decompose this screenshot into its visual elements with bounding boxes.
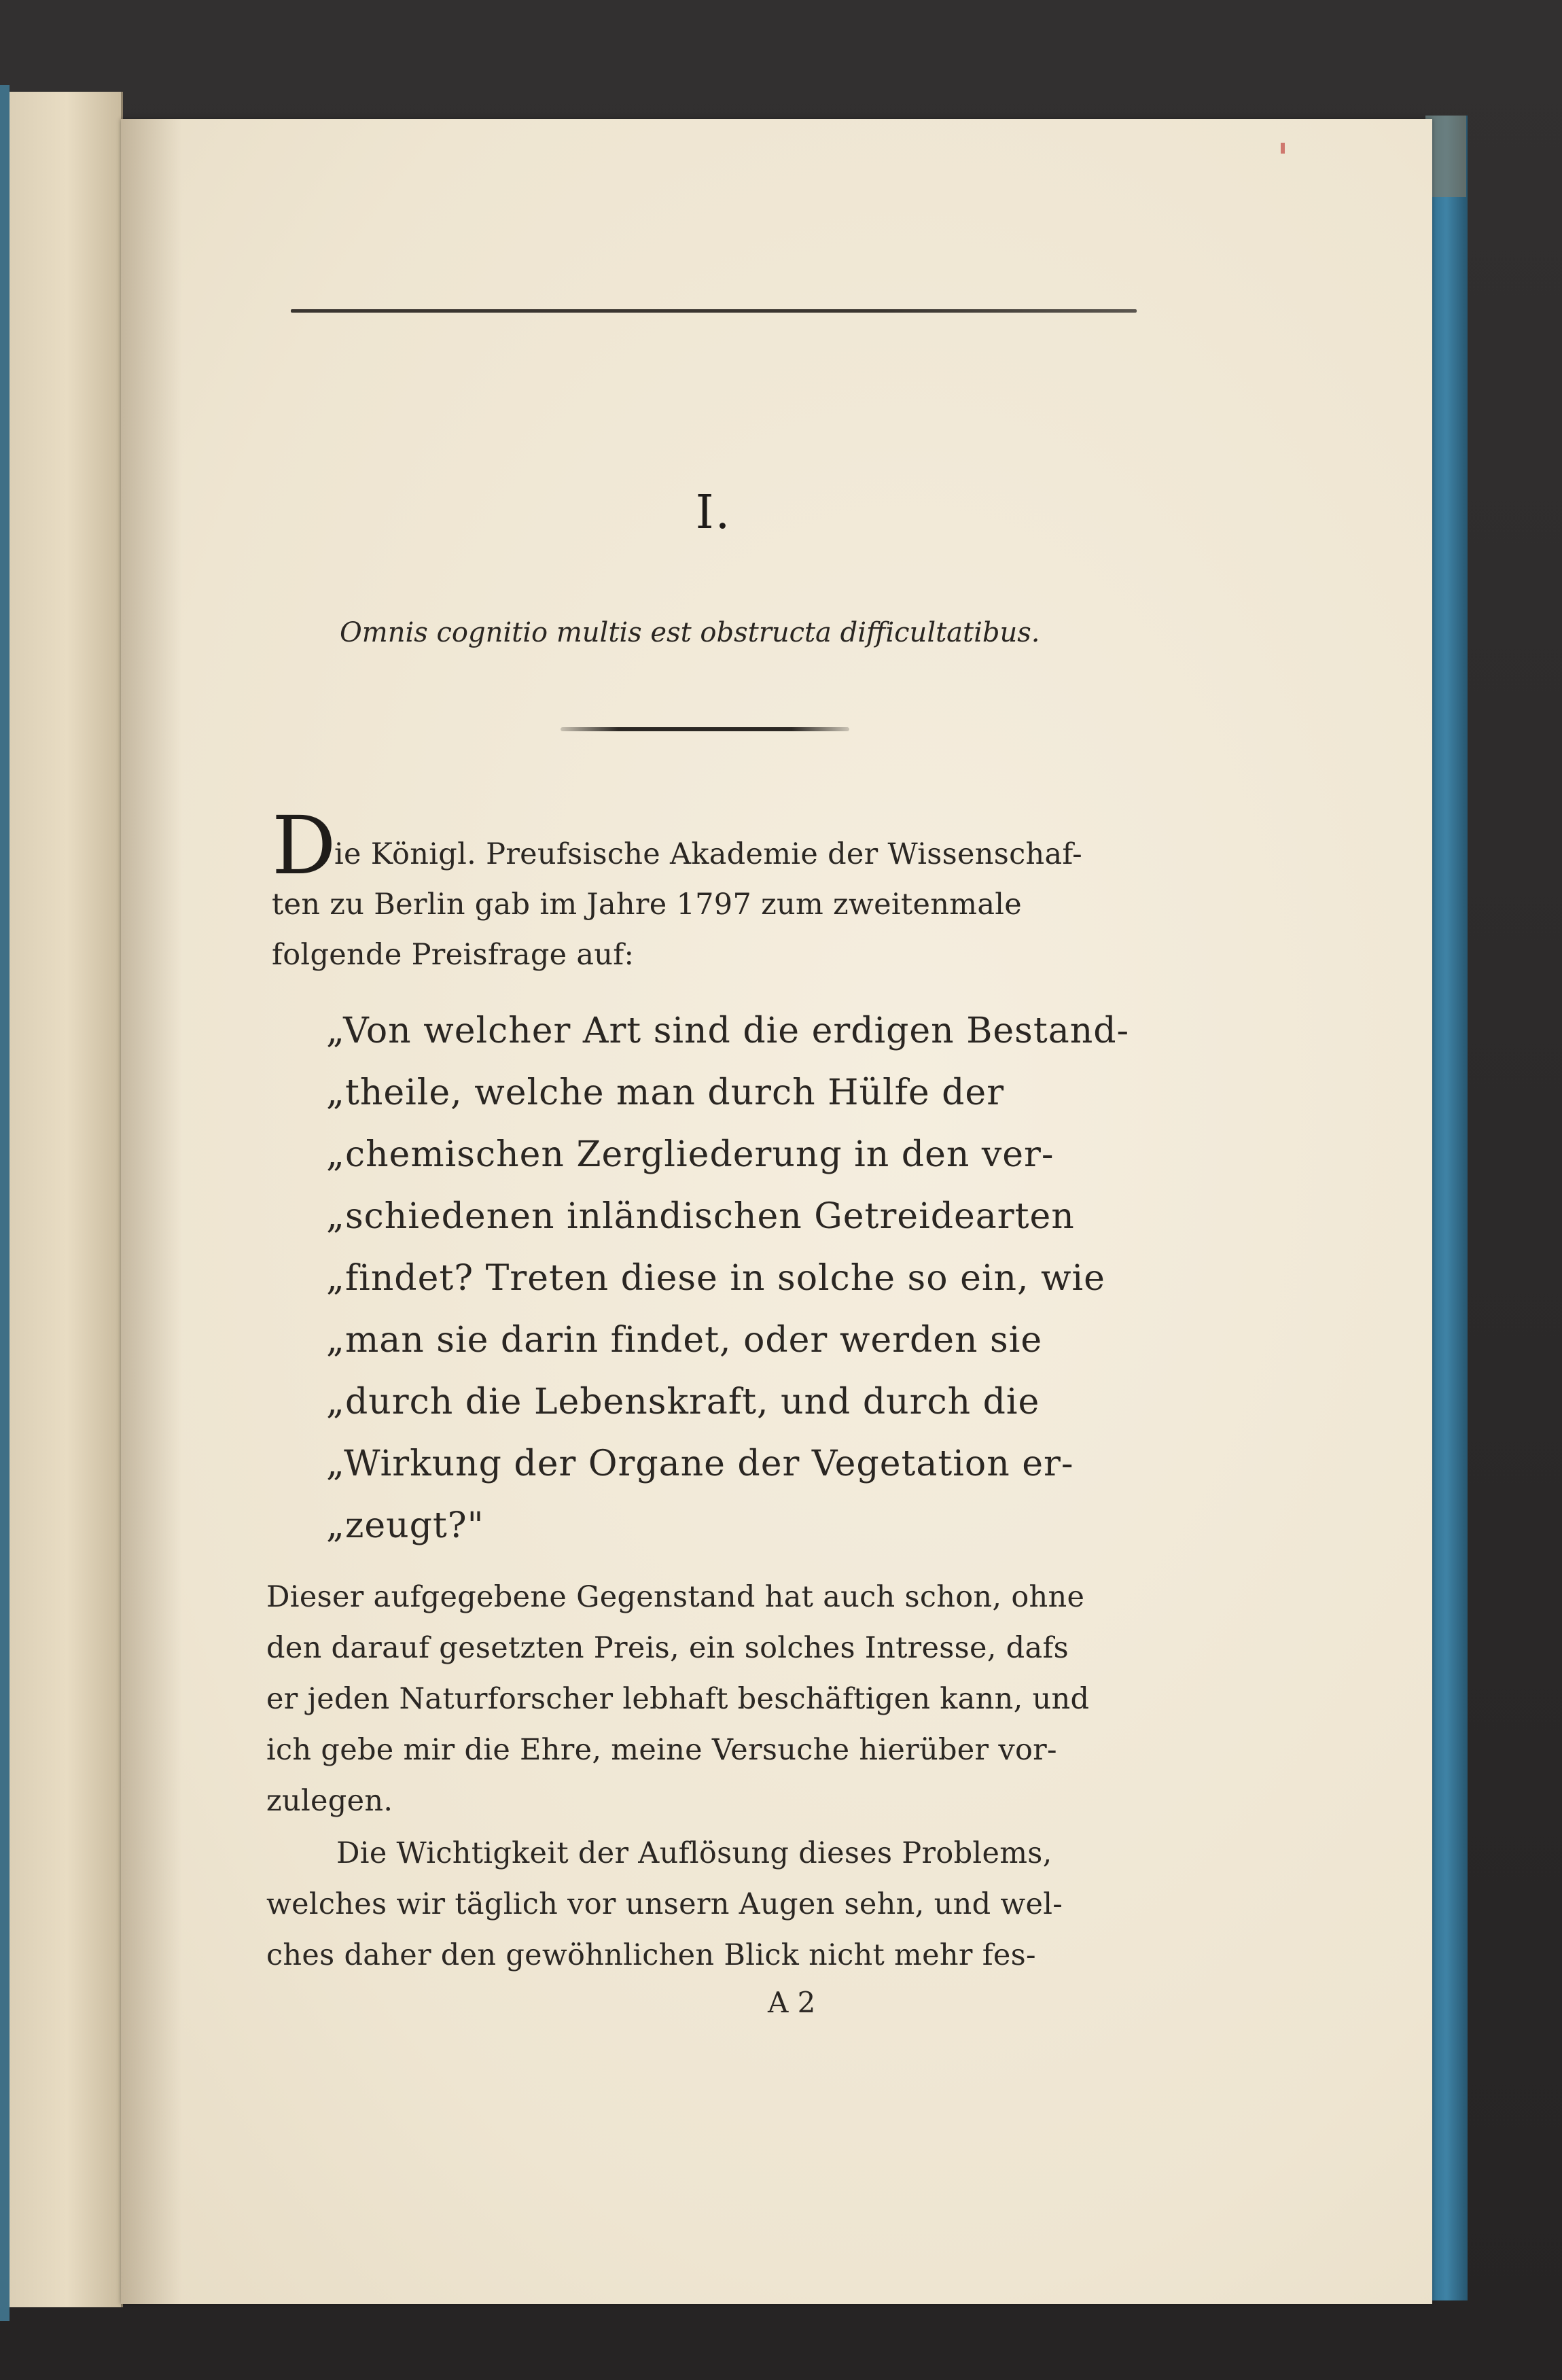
gutter-shadow [121, 119, 182, 2304]
paragraph-line: Die Wichtigkeit der Auflösung dieses Problems, [336, 1836, 1052, 1870]
signature-mark: A 2 [768, 1986, 816, 2019]
drop-cap: D [272, 799, 336, 892]
quote-line: „man sie darin findet, oder werden sie [326, 1320, 1043, 1361]
header-rule [291, 309, 1137, 313]
paragraph-line: den darauf gesetzten Preis, ein solches Intresse, dafs [266, 1631, 1069, 1665]
quote-line: „chemischen Zergliederung in den ver- [326, 1134, 1054, 1175]
chapter-motto: Omnis cognitio multis est obstructa difficultatibus. [340, 617, 1040, 648]
quote-line: „Von welcher Art sind die erdigen Bestand- [326, 1011, 1130, 1051]
chapter-number: I. [695, 486, 732, 540]
paragraph-line: ten zu Berlin gab im Jahre 1797 zum zweitenmale [272, 888, 1023, 922]
paragraph-line: er jeden Naturforscher lebhaft beschäftigen kann, und [266, 1682, 1090, 1716]
paragraph-line: welches wir täglich vor unsern Augen sehn, und wel- [266, 1887, 1063, 1921]
section-rule [561, 727, 849, 731]
paragraph-line: Dieser aufgegebene Gegenstand hat auch schon, ohne [266, 1580, 1085, 1614]
quote-line: „zeugt?" [326, 1505, 484, 1546]
paragraph-line: ich gebe mir die Ehre, meine Versuche hierüber vor- [266, 1733, 1057, 1767]
paragraph-line: zulegen. [266, 1784, 393, 1818]
paragraph-line: ches daher den gewöhnlichen Blick nicht mehr fes- [266, 1938, 1036, 1972]
paragraph-line: ie Königl. Preufsische Akademie der Wissenschaf- [334, 837, 1082, 871]
quote-line: „schiedenen inländischen Getreidearten [326, 1196, 1075, 1237]
quote-line: „findet? Treten diese in solche so ein, wie [326, 1258, 1105, 1299]
quote-line: „theile, welche man durch Hülfe der [326, 1072, 1005, 1113]
paragraph-line: folgende Preisfrage auf: [272, 938, 635, 972]
facing-page-edge [0, 92, 123, 2307]
quote-line: „Wirkung der Organe der Vegetation er- [326, 1443, 1074, 1484]
left-cover-edge [0, 85, 10, 2321]
page-speck [1281, 143, 1285, 154]
quote-line: „durch die Lebenskraft, und durch die [326, 1382, 1040, 1422]
